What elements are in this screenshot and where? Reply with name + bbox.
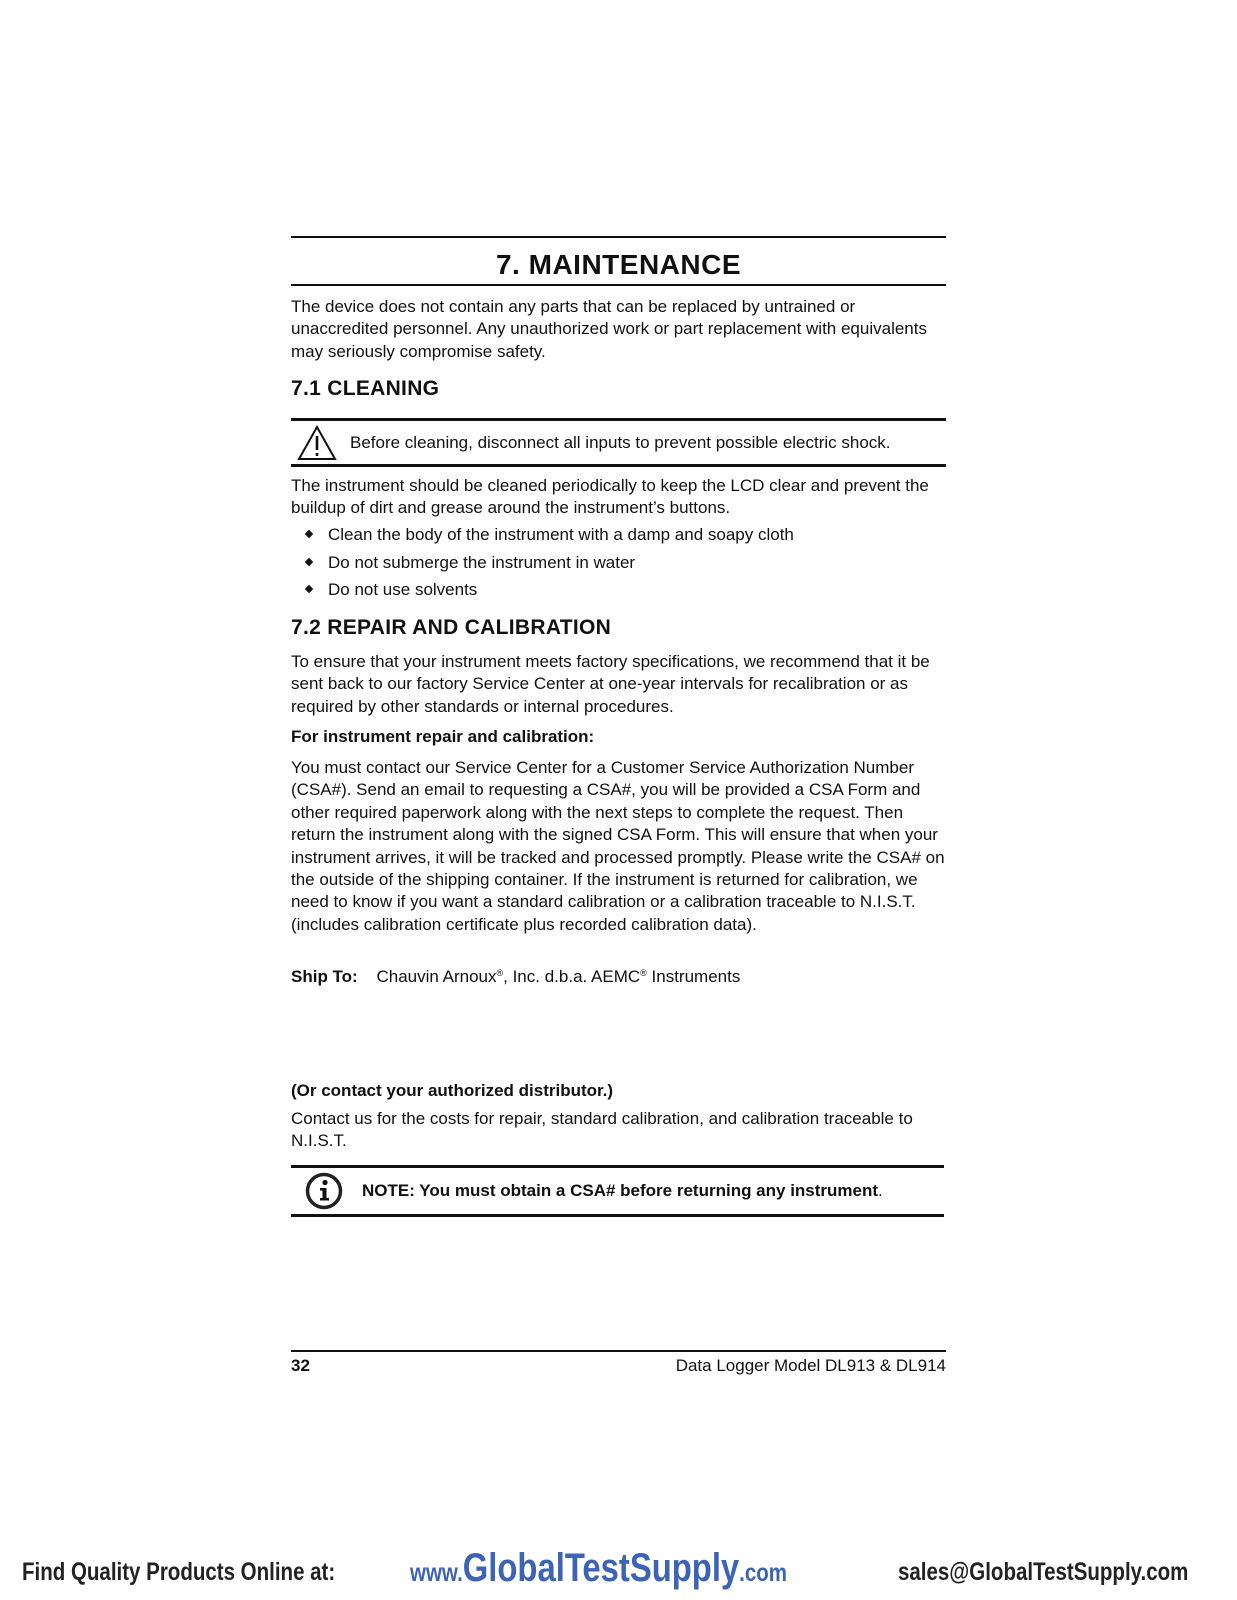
distributor-block xyxy=(291,1080,946,1102)
repair-heading: 7.2 REPAIR AND CALIBRATION xyxy=(291,616,612,639)
repair-instructions: You must contact our Service Center for a Customer Service Authorization Number (CSA#). Send an email to requesting a CSA#, you will be provided a CSA Form and other required paperwork along with the next steps to complete the request. Then return the instrument along with the signed CSA Form. This will ensure that when your instrument arrives, it will be tracked and processed promptly. Please write the CSA# on the outside of the shipping container. If the instrument is returned for calibration, we need to know if you want a standard calibration or a calibration traceable to N.I.S.T. (includes calibration certificate plus recorded calibration data). xyxy=(291,758,945,934)
cleaning-paragraph: The instrument should be cleaned periodically to keep the LCD clear and prevent the buildup of dirt and grease around the instrument’s buttons. xyxy=(291,476,929,518)
distributor-text: (Or contact your authorized distributor.) xyxy=(291,1081,614,1100)
list-item: Clean the body of the instrument with a damp and soapy cloth xyxy=(304,521,794,549)
list-item: Do not submerge the instrument in water xyxy=(304,549,794,577)
bullet-diamond-icon xyxy=(305,585,313,593)
warning-bottom-rule xyxy=(291,464,946,467)
banner-url-prefix: www. xyxy=(410,1559,463,1587)
banner-url-main: GlobalTestSupply xyxy=(462,1546,740,1590)
bullet-diamond-icon xyxy=(305,530,313,538)
warning-text: Before cleaning, disconnect all inputs to prevent possible electric shock. xyxy=(350,433,891,452)
repair-subheading-block xyxy=(291,726,946,748)
warning-box xyxy=(291,422,946,464)
banner-left: Find Quality Products Online at: xyxy=(22,1558,336,1586)
banner-email[interactable]: sales@GlobalTestSupply.com xyxy=(898,1558,1189,1586)
ship-to-line xyxy=(291,962,946,988)
note-period: . xyxy=(878,1181,883,1200)
warning-triangle-icon xyxy=(297,425,337,461)
bullet-diamond-icon xyxy=(305,557,313,565)
page-number: 32 xyxy=(291,1356,310,1375)
info-icon xyxy=(305,1172,343,1210)
list-item: Do not use solvents xyxy=(304,576,794,604)
chapter-title: 7. MAINTENANCE xyxy=(495,249,741,280)
repair-instructions-block xyxy=(291,757,946,936)
note-bottom-rule xyxy=(291,1214,944,1217)
registered-mark: ® xyxy=(496,968,504,978)
repair-paragraph: To ensure that your instrument meets factory specifications, we recommend that it be sent back to our factory Service Center at one-year intervals for recalibration or as required by other standards or internal procedures. xyxy=(291,652,930,716)
cleaning-bullet-list xyxy=(304,521,794,604)
ship-to-label: Ship To: xyxy=(291,967,358,986)
banner-url[interactable] xyxy=(410,1546,787,1591)
cleaning-body xyxy=(291,475,946,520)
ship-to-name-c: Instruments xyxy=(646,967,741,986)
costs-block xyxy=(291,1108,946,1153)
ship-to-name-b: , Inc. d.b.a. AEMC xyxy=(503,967,641,986)
registered-mark: ® xyxy=(640,968,647,978)
footer-model: Data Logger Model DL913 & DL914 xyxy=(675,1356,946,1375)
footer-rule xyxy=(291,1350,946,1352)
banner-url-suffix: .com xyxy=(739,1559,788,1587)
repair-body xyxy=(291,651,946,718)
note-box xyxy=(291,1168,944,1214)
intro-paragraph: The device does not contain any parts that can be replaced by untrained or unaccredited personnel. Any unauthorized work or part replacement with equivalents may seriously compromise safety. xyxy=(291,297,927,361)
ship-to-name-a: Chauvin Arnoux xyxy=(376,967,497,986)
repair-subheading: For instrument repair and calibration: xyxy=(291,727,595,746)
intro-section xyxy=(291,296,946,363)
note-text: NOTE: You must obtain a CSA# before returning any instrument xyxy=(362,1181,879,1200)
title-bottom-rule xyxy=(291,284,946,286)
title-top-rule xyxy=(291,236,946,238)
costs-text: Contact us for the costs for repair, standard calibration, and calibration traceable to N.I.S.T. xyxy=(291,1109,913,1151)
cleaning-heading: 7.1 CLEANING xyxy=(291,377,440,400)
warning-top-rule xyxy=(291,418,946,421)
